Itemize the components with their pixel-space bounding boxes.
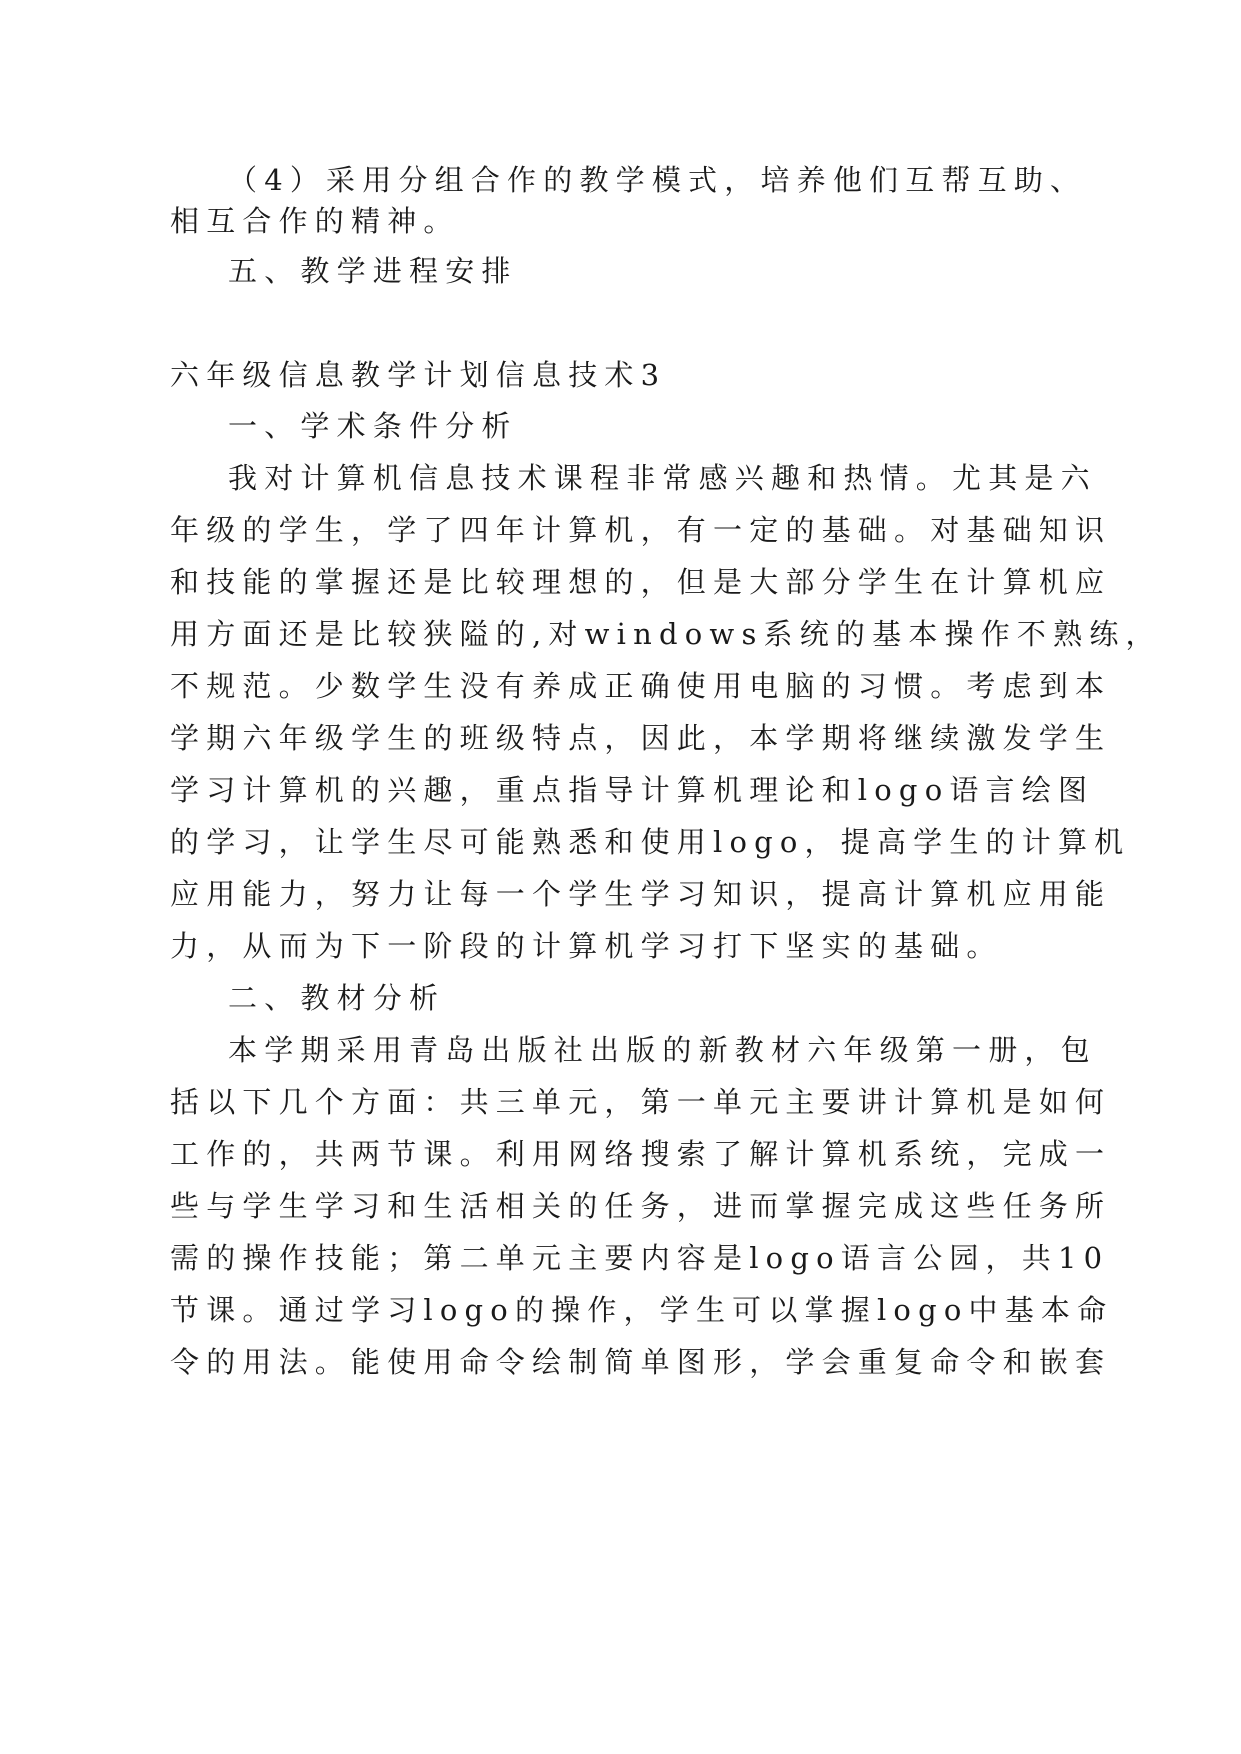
section-heading: 一、学术条件分析 bbox=[228, 409, 518, 443]
paragraph-line: 本学期采用青岛出版社出版的新教材六年级第一册，包 bbox=[228, 1033, 1097, 1067]
paragraph-line: 应用能力，努力让每一个学生学习知识，提高计算机应用能 bbox=[170, 877, 1112, 911]
paragraph-line: 的学习，让学生尽可能熟悉和使用logo，提高学生的计算机 bbox=[170, 825, 1131, 859]
paragraph-line: 不规范。少数学生没有养成正确使用电脑的习惯。考虑到本 bbox=[170, 669, 1112, 703]
paragraph-line: 学习计算机的兴趣，重点指导计算机理论和logo语言绘图 bbox=[170, 773, 1095, 807]
paragraph-line: （4）采用分组合作的教学模式，培养他们互帮互助、 bbox=[228, 163, 1087, 197]
paragraph-line: 和技能的掌握还是比较理想的，但是大部分学生在计算机应 bbox=[170, 565, 1112, 599]
paragraph-line: 相互合作的精神。 bbox=[170, 204, 460, 238]
paragraph-line: 工作的，共两节课。利用网络搜索了解计算机系统，完成一 bbox=[170, 1137, 1112, 1171]
paragraph-line: 些与学生学习和生活相关的任务，进而掌握完成这些任务所 bbox=[170, 1189, 1112, 1223]
section-heading: 五、教学进程安排 bbox=[228, 254, 518, 288]
paragraph-line: 节课。通过学习logo的操作，学生可以掌握logo中基本命 bbox=[170, 1293, 1114, 1327]
document-title: 六年级信息教学计划信息技术3 bbox=[170, 358, 667, 392]
paragraph-line: 力，从而为下一阶段的计算机学习打下坚实的基础。 bbox=[170, 929, 1003, 963]
paragraph-line: 学期六年级学生的班级特点，因此，本学期将继续激发学生 bbox=[170, 721, 1112, 755]
paragraph-line: 需的操作技能；第二单元主要内容是logo语言公园，共10 bbox=[170, 1241, 1110, 1275]
paragraph-line: 令的用法。能使用命令绘制简单图形，学会重复命令和嵌套 bbox=[170, 1345, 1112, 1379]
paragraph-line: 年级的学生，学了四年计算机，有一定的基础。对基础知识 bbox=[170, 513, 1112, 547]
section-heading: 二、教材分析 bbox=[228, 981, 446, 1015]
paragraph-line: 我对计算机信息技术课程非常感兴趣和热情。尤其是六 bbox=[228, 461, 1097, 495]
paragraph-line: 用方面还是比较狭隘的,对windows系统的基本操作不熟练， bbox=[170, 617, 1162, 651]
paragraph-line: 括以下几个方面：共三单元，第一单元主要讲计算机是如何 bbox=[170, 1085, 1112, 1119]
